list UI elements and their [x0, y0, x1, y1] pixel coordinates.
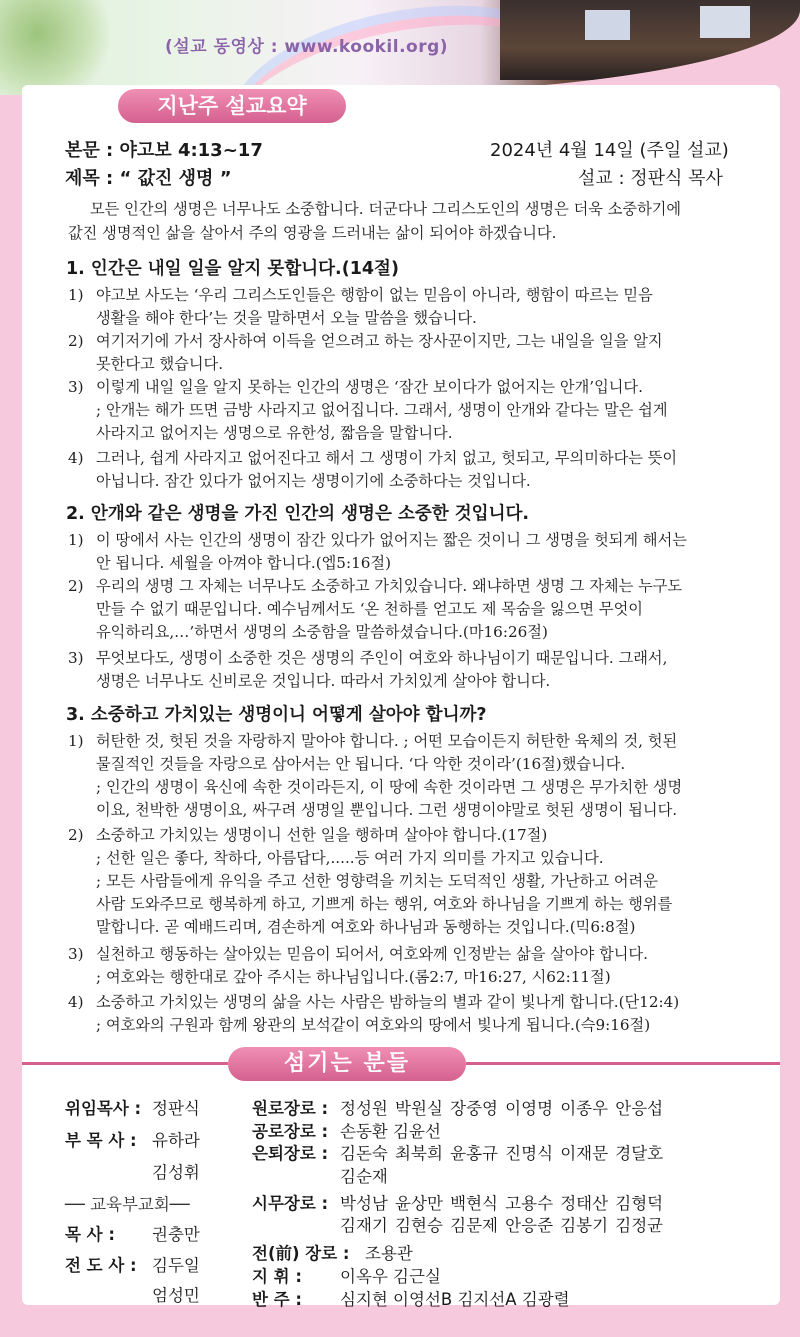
- staff-label: 부 목 사 :: [65, 1131, 137, 1150]
- elder-names: 김재기 김현승 김문제 안응준 김봉기 김정균: [340, 1216, 664, 1235]
- staff-group-heading: ── 교육부교회──: [65, 1195, 190, 1214]
- item-line: 물질적인 것들을 자랑으로 삼아서는 안 됩니다. ‘다 악한 것이라’(16절)했습니다.: [96, 755, 626, 773]
- list-item: [68, 991, 748, 1037]
- item-line: ; 모든 사람들에게 유익을 주고 선한 영향력을 끼치는 도덕적인 생활, 가난하고 어려운: [96, 872, 658, 890]
- item-line: 안 됩니다. 세월을 아껴야 합니다.(엡5:16절): [96, 554, 391, 572]
- item-line: 소중하고 가치있는 생명의 삶을 사는 사람은 밤하늘의 별과 같이 빛나게 합니다.(단12:4): [96, 993, 680, 1011]
- item-line: 여기저기에 가서 장사하여 이득을 얻으려고 하는 장사꾼이지만, 그는 내일을 일을 알지: [96, 332, 663, 350]
- item-line: ; 여호와는 행한대로 갚아 주시는 하나님입니다.(롬2:7, 마16:27, 시62:11절): [96, 968, 611, 986]
- item-line: ; 안개는 해가 뜨면 금방 사라지고 없어집니다. 그래서, 생명이 안개와 같다는 말은 쉽게: [96, 401, 668, 419]
- item-number: 1): [68, 286, 84, 304]
- item-line: 무엇보다도, 생명이 소중한 것은 생명의 주인이 여호와 하나님이기 때문입니다. 그래서,: [96, 649, 668, 667]
- item-line: ; 인간의 생명이 육신에 속한 것이라든지, 이 땅에 속한 것이라면 그 생명은 무가치한 생명: [96, 778, 683, 796]
- staff-name: 김두일: [152, 1256, 200, 1275]
- elder-names: 이옥우 김근실: [340, 1267, 441, 1286]
- item-number: 2): [68, 577, 84, 595]
- sermon-video-link[interactable]: (설교 동영상 : www.kookil.org): [165, 37, 449, 57]
- staff-label: 전 도 사 :: [65, 1256, 137, 1275]
- elder-names: 김돈숙 최북희 윤홍규 진명식 이재문 경달호: [340, 1144, 664, 1163]
- elder-names: 김순재: [340, 1167, 388, 1186]
- item-line: 생명은 너무나도 신비로운 것입니다. 따라서 가치있게 살아야 합니다.: [96, 672, 551, 690]
- item-line: 그러나, 쉽게 사라지고 없어진다고 해서 그 생명이 가치 없고, 헛되고, 무의미하다는 뜻이: [96, 449, 678, 467]
- staff-name: 김성휘: [152, 1163, 200, 1182]
- item-line: 허탄한 것, 헛된 것을 자랑하지 말아야 합니다. ; 어떤 모습이든지 허탄한 육체의 것, 헛된: [96, 732, 678, 750]
- staff-label: 목 사 :: [65, 1225, 115, 1244]
- section-heading: 2. 안개와 같은 생명을 가진 인간의 생명은 소중한 것입니다.: [66, 504, 530, 524]
- scripture-reference: 본문 : 야고보 4:13~17: [65, 140, 263, 161]
- tree-illustration: [0, 0, 110, 95]
- elder-names: 정성원 박원실 장중영 이영명 이종우 안응섭: [340, 1099, 664, 1118]
- staff-name: 엄성민: [152, 1286, 200, 1305]
- elder-label: 원로장로 :: [252, 1099, 329, 1118]
- list-item: [68, 647, 748, 693]
- elder-label: 전(前) 장로 :: [252, 1244, 350, 1263]
- item-line: 아닙니다. 잠간 있다가 없어지는 생명이기에 소중하다는 것입니다.: [96, 472, 531, 490]
- staff-label: 위임목사 :: [65, 1099, 142, 1118]
- elder-names: 심지현 이영선B 김지선A 김광렬: [340, 1290, 570, 1309]
- item-line: 이 땅에서 사는 인간의 생명이 잠간 있다가 없어지는 짧은 것이니 그 생명을 헛되게 해서는: [96, 531, 687, 549]
- item-line: 우리의 생명 그 자체는 너무나도 소중하고 가치있습니다. 왜냐하면 생명 그 자체는 누구도: [96, 577, 683, 595]
- elder-label: 지 휘 :: [252, 1267, 302, 1286]
- section-heading: 3. 소중하고 가치있는 생명이니 어떻게 살아야 합니까?: [66, 705, 487, 725]
- item-line: ; 선한 일은 좋다, 착하다, 아름답다,.....등 여러 가지 의미를 가지고 있습니다.: [96, 849, 604, 867]
- list-item: [68, 730, 748, 822]
- list-item: [68, 575, 748, 644]
- intro-line: 모든 인간의 생명은 너무나도 소중합니다. 더군다나 그리스도인의 생명은 더욱 소중하기에: [90, 200, 682, 218]
- list-item: [68, 943, 748, 989]
- list-item: [68, 330, 748, 376]
- projection-screen: [700, 6, 750, 38]
- staff-name: 정판식: [152, 1099, 200, 1118]
- item-line: 사라지고 없어지는 생명으로 유한성, 짧음을 말합니다.: [96, 424, 453, 442]
- section-title-badge: 지난주 설교요약: [118, 89, 346, 123]
- list-item: [68, 447, 748, 493]
- list-item: [68, 284, 748, 330]
- divider: [466, 1062, 780, 1065]
- staff-name: 유하라: [152, 1131, 200, 1150]
- elder-names: 손동환 김윤선: [340, 1122, 441, 1141]
- elder-label: 시무장로 :: [252, 1194, 329, 1213]
- item-number: 1): [68, 531, 84, 549]
- item-line: 사람 도와주므로 행복하게 하고, 기쁘게 하는 행위, 여호와 하나님을 기쁘게 하는 행위를: [96, 895, 673, 913]
- projection-screen: [585, 10, 630, 40]
- item-line: 생활을 해야 한다’는 것을 말하면서 오늘 말씀을 했습니다.: [96, 309, 477, 327]
- item-line: 이렇게 내일 일을 알지 못하는 인간의 생명은 ‘잠간 보이다가 없어지는 안개’입니다.: [96, 378, 643, 396]
- sermon-date: 2024년 4월 14일 (주일 설교): [490, 140, 729, 161]
- item-number: 2): [68, 826, 84, 844]
- item-line: 못한다고 했습니다.: [96, 355, 224, 373]
- sermon-title: 제목 : “ 값진 생명 ”: [65, 168, 232, 189]
- divider: [22, 1062, 228, 1065]
- item-number: 2): [68, 332, 84, 350]
- intro-line: 값진 생명적인 삶을 살아서 주의 영광을 드러내는 삶이 되어야 하겠습니다.: [68, 224, 557, 242]
- item-number: 4): [68, 449, 84, 467]
- list-item: [68, 376, 748, 445]
- item-line: 소중하고 가치있는 생명이니 선한 일을 행하며 살아야 합니다.(17절): [96, 826, 548, 844]
- item-number: 4): [68, 993, 84, 1011]
- church-photo: [500, 0, 800, 80]
- item-line: 만들 수 없기 때문입니다. 예수님께서도 ‘온 천하를 얻고도 제 목숨을 잃으면 무엇이: [96, 600, 643, 618]
- elder-names: 조용관: [365, 1244, 413, 1263]
- elder-names: 박성남 윤상만 백현식 고용수 정태산 김형덕: [340, 1194, 664, 1213]
- item-number: 3): [68, 945, 84, 963]
- list-item: [68, 824, 748, 939]
- item-line: 이요, 천박한 생명이요, 싸구려 생명일 뿐입니다. 그런 생명이야말로 헛된 생명이 됩니다.: [96, 801, 678, 819]
- preacher: 설교 : 정판식 목사: [578, 168, 723, 189]
- staff-name: 권충만: [152, 1225, 200, 1244]
- item-line: 유익하리요,…’하면서 생명의 소중함을 말씀하셨습니다.(마16:26절): [96, 623, 548, 641]
- elder-label: 은퇴장로 :: [252, 1144, 329, 1163]
- item-line: 말합니다. 곧 예배드리며, 겸손하게 여호와 하나님과 동행하는 것입니다.(믹6:8절): [96, 918, 636, 936]
- item-number: 3): [68, 378, 84, 396]
- elder-label: 반 주 :: [252, 1290, 302, 1309]
- item-line: ; 여호와의 구원과 함께 왕관의 보석같이 여호와의 땅에서 빛나게 됩니다.(슥9:16절): [96, 1016, 651, 1034]
- item-line: 야고보 사도는 ‘우리 그리스도인들은 행함이 없는 믿음이 아니라, 행함이 따르는 믿음: [96, 286, 653, 304]
- elder-label: 공로장로 :: [252, 1122, 329, 1141]
- section-heading: 1. 인간은 내일 일을 알지 못합니다.(14절): [66, 259, 399, 279]
- item-number: 1): [68, 732, 84, 750]
- item-line: 실천하고 행동하는 살아있는 믿음이 되어서, 여호와께 인정받는 삶을 살아야 합니다.: [96, 945, 648, 963]
- staff-title-badge: 섬기는 분들: [228, 1047, 466, 1081]
- list-item: [68, 529, 748, 575]
- item-number: 3): [68, 649, 84, 667]
